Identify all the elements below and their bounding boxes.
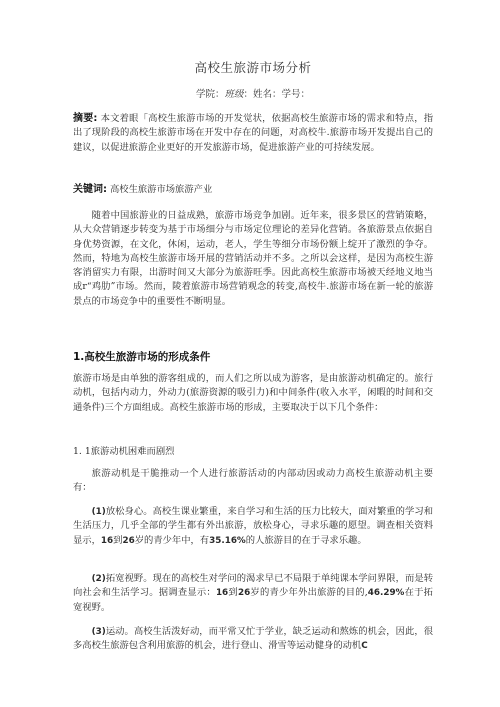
list-item [73, 505, 433, 548]
item-value: 46.29% [367, 588, 405, 599]
byline [73, 86, 433, 100]
item-number: (3) [91, 627, 106, 637]
item-text: 岁的青少年外出旅游的目的, [250, 587, 368, 599]
intro-paragraph [73, 209, 433, 309]
section-1-text: 旅游市场是由单独的游客组成的，而人们之所以成为游客，是由旅游动机确定的。旅行动机，包括内动力，外动力(旅游资源的吸引力)和中间条件(收入水平，闲暇的时间和交通条件)三个方面组成。高校生旅游市场的形成，主要取决于以下几个条件： [73, 373, 433, 413]
list-item [73, 625, 433, 654]
item-text: 到 [228, 587, 238, 599]
item-value: 16 [215, 588, 229, 599]
byline-class: 班级 [224, 89, 244, 100]
document-title: 高校生旅游市场分析 [194, 60, 312, 75]
item-text: 到 [113, 534, 123, 546]
item-text: 在于拓宽视野。 [73, 587, 433, 613]
item-text: 岁的青少年中，有 [134, 534, 210, 546]
item-number: (1) [91, 507, 106, 517]
list-item [73, 572, 433, 615]
abstract-label: 摘要: [73, 113, 98, 124]
section-1-heading: 1.高校生旅游市场的形成条件 [73, 351, 211, 363]
item-text: 的人旅游目的在于寻求乐趣。 [245, 534, 367, 546]
item-number: (2) [91, 574, 106, 584]
item-value: 26 [122, 535, 135, 546]
intro-text: 随着中国旅游业的日益成熟，旅游市场竞争加剧。近年来，很多景区的营销策略，从大众营销逐步转变为基于市场细分与市场定位理论的差异化营销。各旅游景点依据自身优势资源，在文化，休闲，运动，老人，学生等细分市场份额上绽开了激烈的争夺。然而，特地为高校生旅游市场开展的营销活动并不多。之所以会这样，是因为高校生游客消留实力有限，出游时间又大部分为旅游旺季。因此高校生旅游市场被天经地义地当成r“鸡肋”市场。然而，陵着旅游市场营销观念的转变,高校牛.旅游市场在新一轮的旅游景点的市场竞争中的重要性不断明显。 [73, 210, 433, 307]
subsection-heading: 1. 1旅游动机困难而剧烈 [73, 446, 175, 457]
item-text: 拓宽视野。现在的高校生对学问的渴求早已不局限于单纯课本学问界限，而是转向社会和生活学习。据调查显示： [73, 573, 433, 599]
abstract-text: 本文着眼「高校生旅游市场的开发觉状，依据高校生旅游市场的需求和特点，指出了现阶段的高校生旅游市场在开发中存在的问题，对高校牛.旅游市场开发提出自己的建议，以促进旅游企业更好的开发旅游市场，促进旅游产业的可持续发展。 [73, 113, 433, 153]
section-1-paragraph [73, 372, 433, 415]
keywords-text: 高校生旅游市场旅游产业 [109, 184, 213, 195]
item-text: 运动。高校生活泼好动，而平常又忙于学业，缺乏运动和熬炼的机会，因此，很多高校生旅游包含利用旅游的机会，进行登山、滑雪等运动健身的动机 [73, 626, 433, 652]
keywords [73, 183, 433, 197]
subsection-intro-text: 旅游动机是干脆推动一个人进行旅游活动的内部动因或动力高校生旅游动机主要有： [73, 468, 433, 494]
item-tail: C [361, 641, 368, 652]
item-text: 放松身心。高校生课业繁重，来自学习和生活的压力比较大，面对繁重的学习和生活压力，几乎全部的学生都有外出旅游，放松身心，寻求乐趣的愿望。调查相关资料显示， [73, 506, 433, 546]
item-value: 35.16% [209, 535, 246, 546]
abstract [73, 112, 433, 155]
keywords-label: 关键词: [73, 184, 107, 195]
item-value: 26 [237, 588, 251, 599]
byline-rest: ：姓名：学号： [243, 89, 311, 100]
byline-college: 学院： [195, 89, 225, 100]
subsection-intro [73, 467, 433, 496]
item-value: 16 [100, 535, 114, 546]
